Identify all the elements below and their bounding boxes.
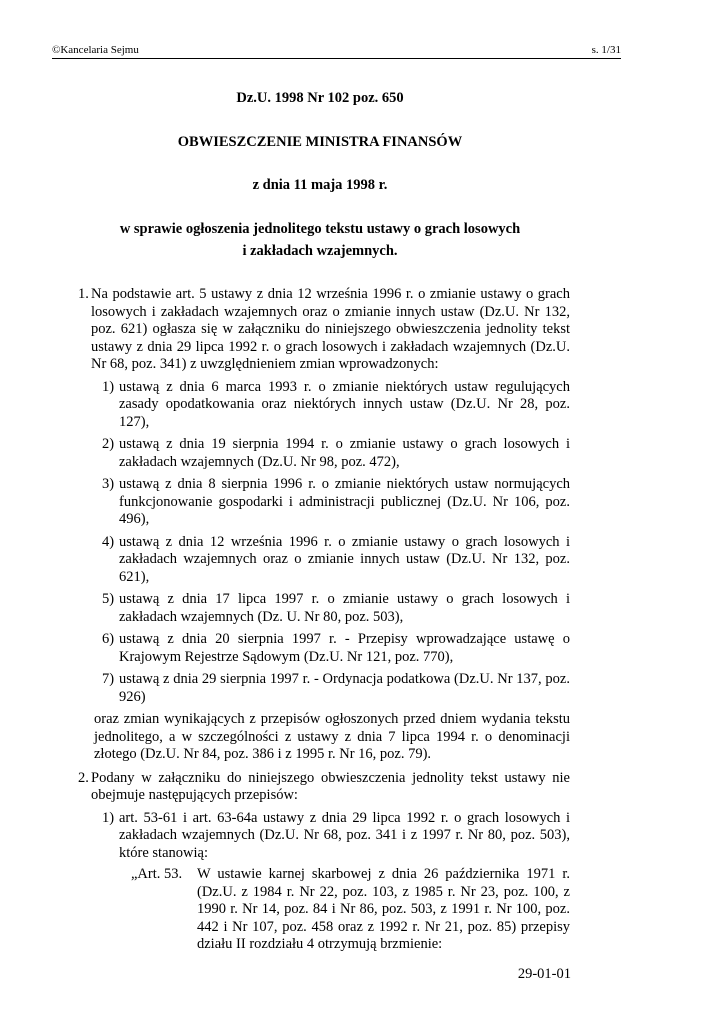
journal-reference: Dz.U. 1998 Nr 102 poz. 650	[236, 90, 404, 106]
point-text: Podany w załączniku do niniejszego obwieszczenia jednolity tekst ustawy nie obejmuje następujących przepisów:	[91, 769, 570, 803]
point-text: Na podstawie art. 5 ustawy z dnia 12 września 1996 r. o zmianie ustawy o grach losowych i zakładach wzajemnych oraz o zmianie innych ustaw (Dz.U. Nr 132, poz. 621) ogłasza się w załączniku do niniejszego obwieszczenia jednolity tekst ustawy z dnia 29 lipca 1992 r. o grach losowych i zakładach wzajemnych (Dz.U. Nr 68, poz. 341) z uwzględnieniem zmian wprowadzonych:	[91, 286, 570, 372]
list-item	[102, 810, 570, 863]
list-item	[102, 476, 570, 529]
point-number: 2.	[78, 769, 89, 786]
article-label: „Art. 53.	[131, 866, 183, 882]
list-item-text: ustawą z dnia 8 sierpnia 1996 r. o zmianie niektórych ustaw normujących funkcjonowanie gospodarki i administracji publicznej (Dz.U. Nr 106, poz. 496),	[119, 476, 570, 527]
header-publisher: ©Kancelaria Sejmu	[52, 44, 139, 56]
list-item-number: 6)	[102, 631, 115, 647]
list-item-text: ustawą z dnia 20 sierpnia 1997 r. - Przepisy wprowadzające ustawę o Krajowym Rejestrze Sądowym (Dz.U. Nr 121, poz. 770),	[119, 631, 570, 665]
list-item-text: art. 53-61 i art. 63-64a ustawy z dnia 29 lipca 1992 r. o grach losowych i zakładach wzajemnych (Dz.U. Nr 68, poz. 341 i z 1997 r. Nr 80, poz. 503), które stanowią:	[119, 809, 570, 861]
point-1	[78, 286, 570, 374]
list-item-text: ustawą z dnia 17 lipca 1997 r. o zmianie ustawy o grach losowych i zakładach wzajemnych (Dz. U. Nr 80, poz. 503),	[119, 591, 570, 625]
point-number: 1.	[78, 286, 89, 302]
list-item	[102, 534, 570, 587]
list-item-number: 1)	[102, 809, 115, 826]
list-item-number: 2)	[102, 436, 115, 452]
list-item-number: 4)	[102, 533, 115, 550]
list-item	[102, 591, 570, 626]
article-text: W ustawie karnej skarbowej z dnia 26 października 1971 r. (Dz.U. z 1984 r. Nr 22, poz. 103, z 1985 r. Nr 23, poz. 100, z 1990 r. Nr 14, poz. 84 i Nr 86, poz. 503, z 1991 r. Nr 100, poz. 442 i Nr 107, poz. 458 oraz z 1992 r. Nr 21, poz. 85) przepisy działu II rozdziału 4 otrzymują brzmienie:	[197, 866, 570, 952]
list-item-number: 7)	[102, 671, 115, 687]
list-item	[102, 631, 570, 666]
list-item-text: ustawą z dnia 12 września 1996 r. o zmianie ustawy o grach losowych i zakładach wzajemnych oraz o zmianie innych ustaw (Dz.U. Nr 132, poz. 621),	[119, 533, 570, 585]
list-item-number: 5)	[102, 591, 115, 607]
document-date: z dnia 11 maja 1998 r.	[252, 177, 388, 193]
list-item	[102, 671, 570, 706]
document-body	[78, 286, 570, 954]
list-item	[102, 379, 570, 432]
header-page-number: s. 1/31	[591, 44, 621, 56]
list-item-number: 1)	[102, 378, 115, 395]
document-subject-line-1: w sprawie ogłoszenia jednolitego tekstu ustawy o grach losowych	[119, 221, 521, 237]
list-item-text: ustawą z dnia 29 sierpnia 1997 r. - Ordynacja podatkowa (Dz.U. Nr 137, poz. 926)	[119, 671, 570, 705]
footer-date-code: 29-01-01	[517, 966, 571, 982]
list-item-text: ustawą z dnia 6 marca 1993 r. o zmianie niektórych ustaw regulujących zasady opodatkowania oraz niektórych innych ustaw (Dz.U. Nr 28, poz. 127),	[119, 378, 570, 430]
point-1-continuation: oraz zmian wynikających z przepisów ogłoszonych przed dniem wydania tekstu jednolitego, a w szczególności z ustawy z dnia 7 lipca 1994 r. o denominacji złotego (Dz.U. Nr 84, poz. 386 i z 1995 r. Nr 16, poz. 79).	[94, 711, 570, 762]
document-title: OBWIESZCZENIE MINISTRA FINANSÓW	[177, 134, 463, 150]
list-item	[102, 436, 570, 471]
page-header	[52, 44, 621, 59]
list-item-number: 3)	[102, 476, 115, 492]
list-item-text: ustawą z dnia 19 sierpnia 1994 r. o zmianie ustawy o grach losowych i zakładach wzajemnych (Dz.U. Nr 98, poz. 472),	[119, 436, 570, 470]
document-subject-line-2: i zakładach wzajemnych.	[242, 243, 398, 259]
point-2	[78, 770, 570, 805]
quoted-article	[131, 866, 570, 954]
